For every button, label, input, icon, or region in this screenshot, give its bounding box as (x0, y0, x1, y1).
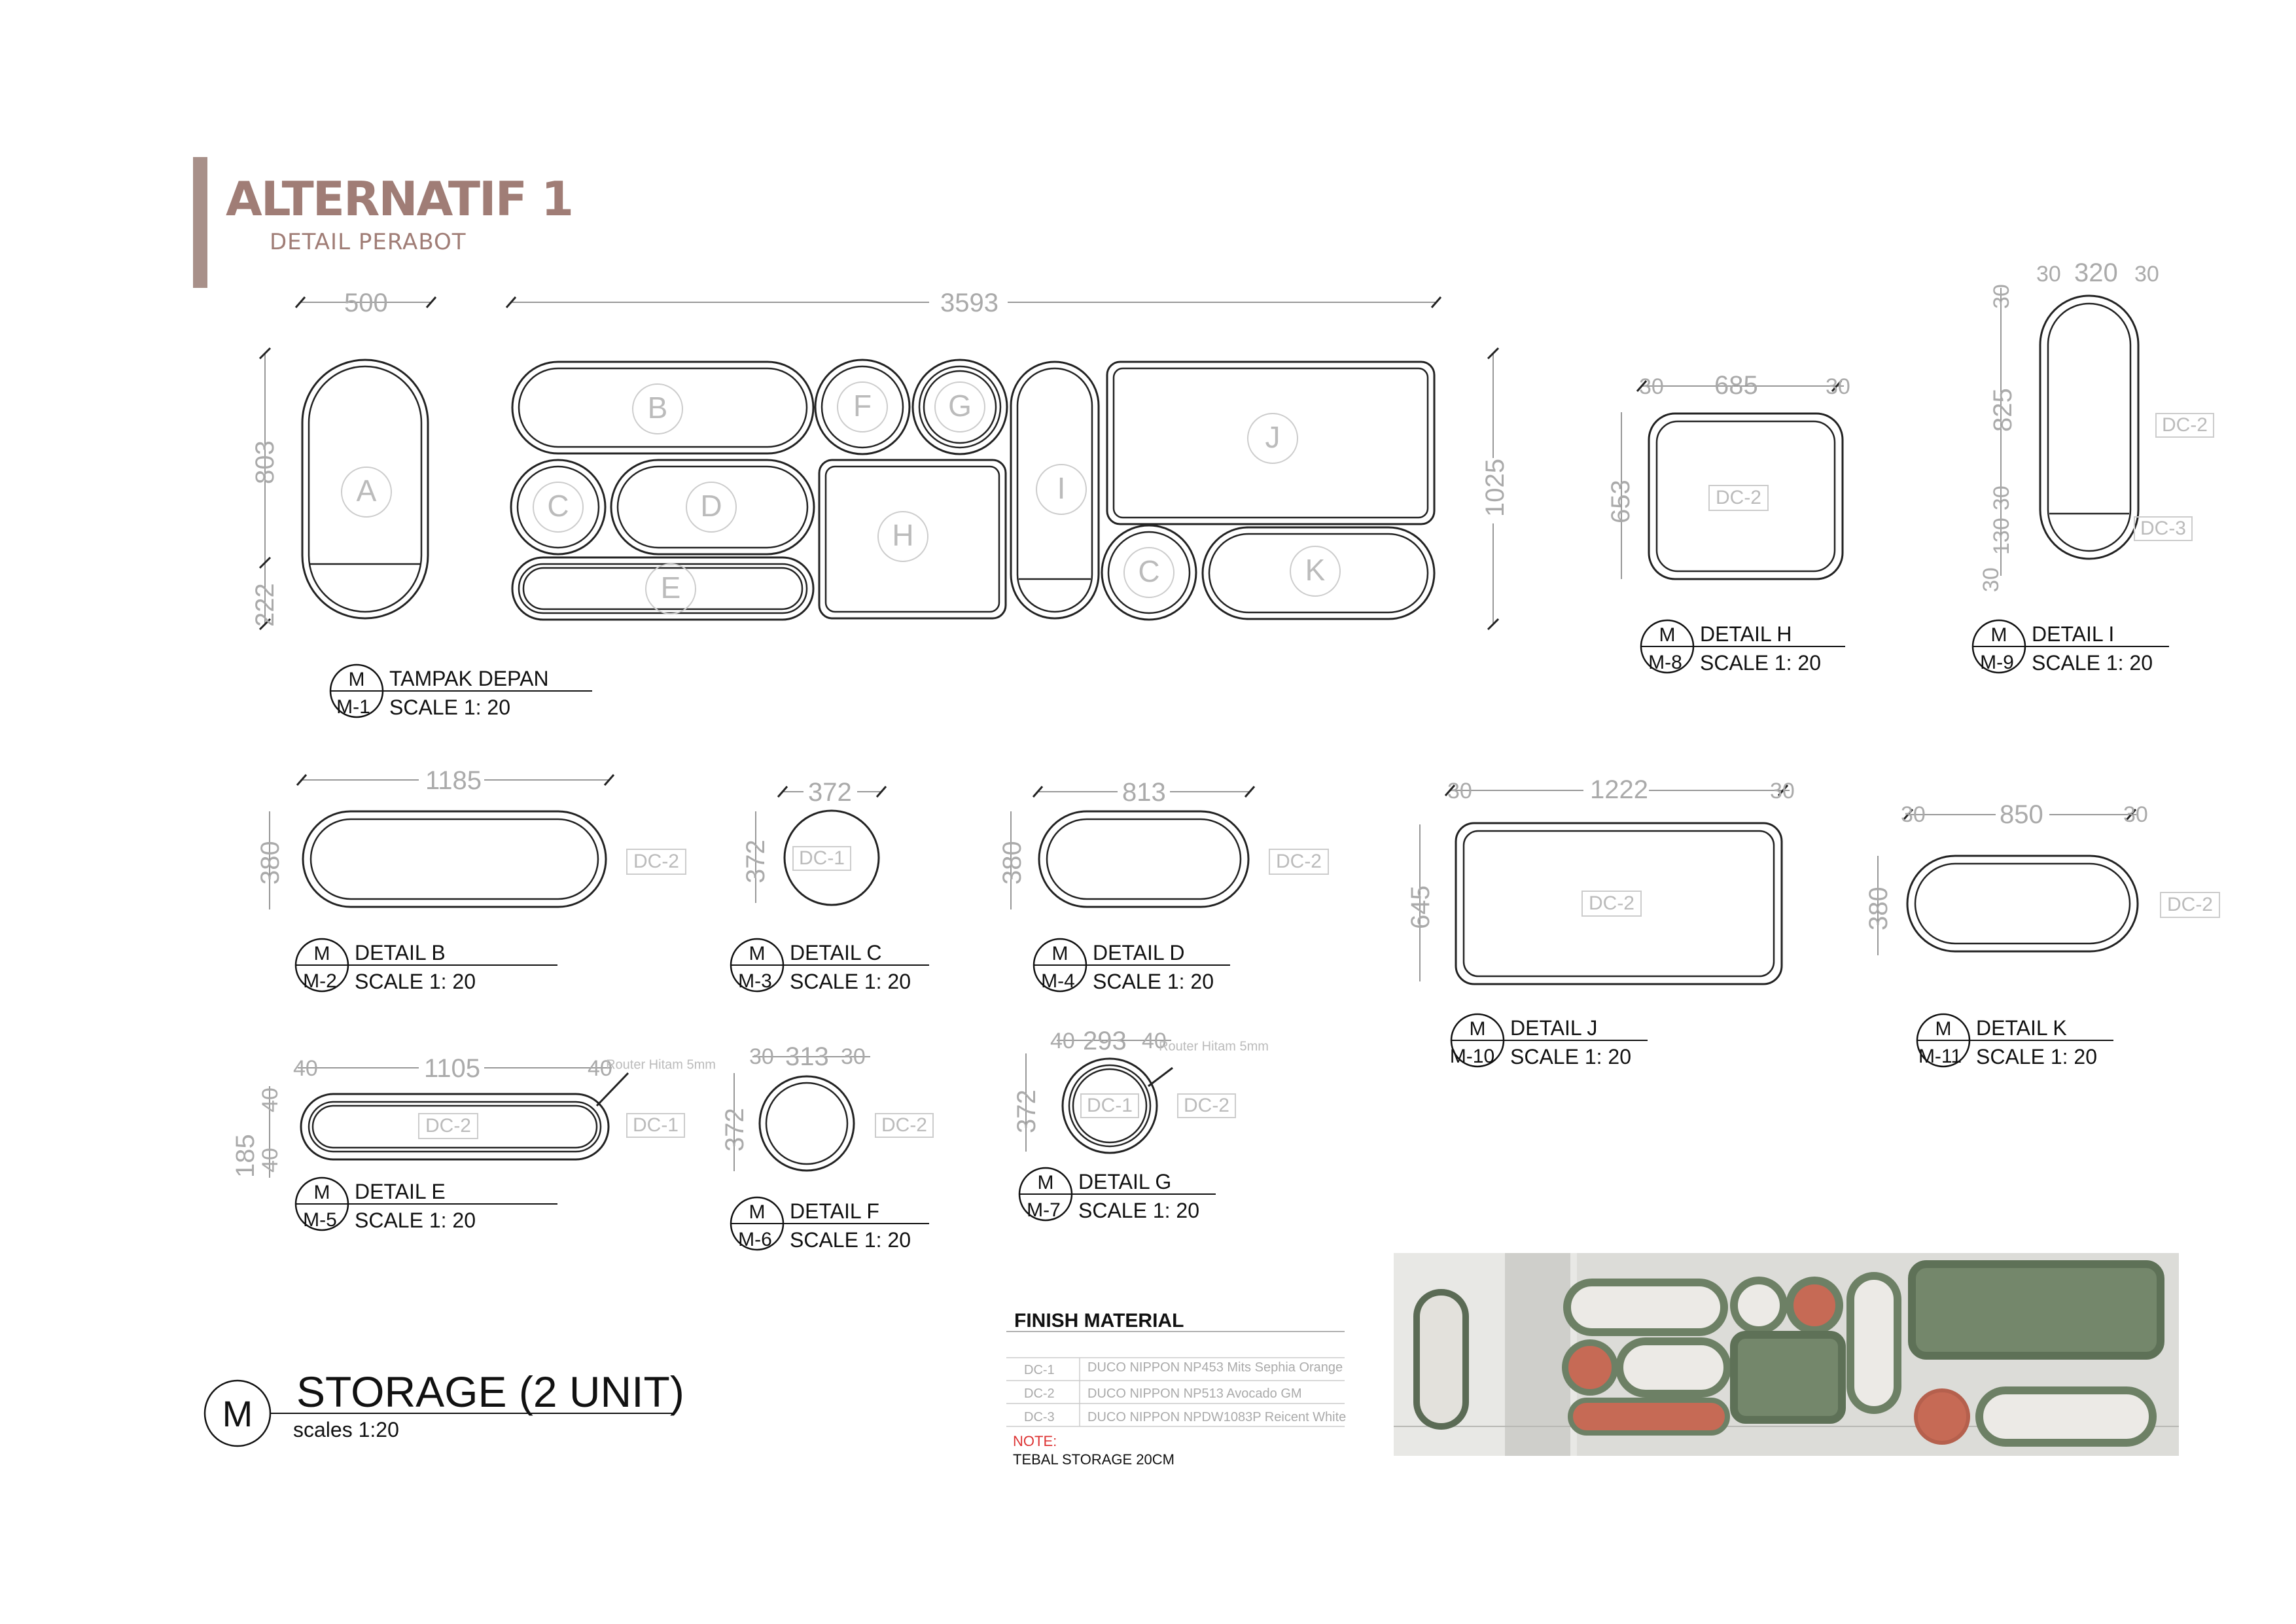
svg-text:30: 30 (1447, 779, 1472, 803)
detail-g (1012, 1027, 1269, 1222)
svg-text:TAMPAK DEPAN: TAMPAK DEPAN (389, 667, 549, 690)
panel-g-label: G (948, 389, 972, 423)
svg-text:313: 313 (785, 1042, 829, 1071)
front-view (251, 283, 1510, 719)
svg-text:380: 380 (998, 841, 1027, 885)
svg-text:M: M (348, 669, 365, 690)
svg-text:M: M (1659, 624, 1676, 646)
svg-text:SCALE 1: 20: SCALE 1: 20 (790, 1228, 911, 1252)
svg-text:DETAIL G: DETAIL G (1078, 1170, 1172, 1193)
svg-text:DC-2: DC-2 (1588, 892, 1635, 914)
svg-text:DC-1: DC-1 (632, 1114, 679, 1136)
tag-detail-d (1034, 939, 1230, 993)
svg-text:Router Hitam 5mm: Router Hitam 5mm (606, 1057, 716, 1072)
svg-text:SCALE 1: 20: SCALE 1: 20 (1093, 970, 1214, 993)
svg-text:30: 30 (2036, 262, 2061, 287)
svg-text:653: 653 (1606, 480, 1635, 523)
finish-code-2: DC-2 (1024, 1386, 1055, 1401)
svg-text:40: 40 (588, 1056, 612, 1081)
svg-text:DETAIL K: DETAIL K (1976, 1016, 2067, 1040)
svg-text:SCALE 1: 20: SCALE 1: 20 (1700, 651, 1821, 675)
svg-text:DC-1: DC-1 (798, 847, 845, 869)
dim-height: 1025 (1481, 459, 1510, 517)
svg-text:STORAGE (2 UNIT): STORAGE (2 UNIT) (296, 1368, 684, 1416)
tag-tampak-depan (330, 665, 592, 719)
tag-detail-g (1019, 1168, 1216, 1222)
detail-d (998, 776, 1328, 993)
svg-text:40: 40 (1050, 1029, 1075, 1053)
svg-text:320: 320 (2074, 258, 2118, 287)
finish-code-1: DC-1 (1024, 1363, 1055, 1377)
finish-desc-1: DUCO NIPPON NP453 Mits Sephia Orange (1087, 1360, 1343, 1375)
dim-a-width: 500 (344, 289, 388, 317)
svg-text:M: M (1051, 943, 1069, 964)
svg-text:372: 372 (720, 1108, 749, 1152)
panel-c2-label: C (1138, 554, 1160, 589)
svg-text:DC-2: DC-2 (633, 850, 680, 872)
panel-i-label: I (1057, 471, 1066, 506)
svg-text:DC-2: DC-2 (2161, 414, 2208, 436)
svg-text:825: 825 (1988, 388, 2017, 432)
dim-total-width: 3593 (940, 289, 998, 317)
svg-text:M: M (1469, 1018, 1486, 1040)
svg-text:SCALE 1: 20: SCALE 1: 20 (355, 970, 476, 993)
note-label: NOTE: (1013, 1433, 1057, 1449)
svg-text:DETAIL E: DETAIL E (355, 1180, 446, 1203)
svg-text:813: 813 (1122, 778, 1166, 807)
detail-e (231, 1052, 716, 1232)
panel-a-label: A (356, 474, 377, 508)
svg-text:SCALE 1: 20: SCALE 1: 20 (2032, 651, 2153, 675)
svg-text:M-4: M-4 (1041, 970, 1075, 992)
svg-text:DC-2: DC-2 (1275, 850, 1322, 872)
tag-detail-h (1641, 620, 1845, 675)
svg-text:30: 30 (2123, 802, 2148, 827)
svg-text:372: 372 (808, 778, 852, 807)
svg-text:M-7: M-7 (1027, 1199, 1061, 1221)
svg-text:DETAIL C: DETAIL C (790, 941, 882, 964)
svg-text:130: 130 (1989, 518, 2014, 555)
sheet-title: ALTERNATIF 1 (226, 171, 573, 226)
dim-a-bottom: 222 (251, 583, 279, 627)
svg-text:DC-1: DC-1 (1086, 1094, 1133, 1116)
svg-text:40: 40 (258, 1087, 283, 1112)
svg-text:30: 30 (749, 1044, 774, 1069)
svg-text:380: 380 (1864, 887, 1893, 930)
detail-j (1406, 775, 1795, 1068)
svg-text:1185: 1185 (425, 766, 482, 795)
svg-text:M: M (1037, 1172, 1054, 1193)
svg-text:scales 1:20: scales 1:20 (293, 1418, 399, 1441)
svg-text:30: 30 (1979, 567, 2004, 592)
panel-h-label: H (892, 518, 914, 553)
svg-text:DC-3: DC-3 (2140, 517, 2187, 539)
svg-text:DC-2: DC-2 (881, 1114, 928, 1136)
svg-text:293: 293 (1083, 1027, 1127, 1055)
dim-a-height: 803 (251, 440, 279, 484)
svg-text:M: M (1990, 624, 2007, 646)
svg-text:850: 850 (2000, 800, 2043, 829)
svg-text:1105: 1105 (424, 1054, 481, 1083)
svg-text:40: 40 (1142, 1029, 1167, 1053)
svg-text:M: M (313, 943, 330, 964)
svg-text:M-6: M-6 (738, 1229, 772, 1250)
svg-text:SCALE 1: 20: SCALE 1: 20 (1976, 1045, 2097, 1068)
panel-f-label: F (853, 389, 872, 423)
render-preview (1394, 1253, 2179, 1456)
svg-text:372: 372 (1012, 1089, 1041, 1133)
svg-text:DC-2: DC-2 (425, 1114, 472, 1137)
panel-d-label: D (700, 489, 722, 523)
detail-f (720, 1042, 933, 1252)
tag-detail-k (1917, 1014, 2113, 1068)
svg-text:30: 30 (2134, 262, 2159, 287)
svg-text:M-3: M-3 (738, 970, 772, 992)
finish-code-3: DC-3 (1024, 1410, 1055, 1424)
svg-text:645: 645 (1406, 885, 1435, 929)
detail-c (731, 776, 929, 993)
svg-text:40: 40 (293, 1056, 318, 1081)
svg-text:30: 30 (1901, 802, 1926, 827)
svg-text:M-11: M-11 (1918, 1046, 1962, 1067)
svg-text:DETAIL H: DETAIL H (1700, 622, 1792, 646)
svg-text:30: 30 (1639, 374, 1664, 399)
svg-text:Router Hitam 5mm: Router Hitam 5mm (1159, 1039, 1269, 1054)
tag-detail-e (296, 1178, 557, 1232)
svg-text:SCALE 1: 20: SCALE 1: 20 (355, 1209, 476, 1232)
svg-text:380: 380 (256, 841, 285, 885)
svg-text:SCALE 1: 20: SCALE 1: 20 (389, 696, 510, 719)
svg-text:DETAIL D: DETAIL D (1093, 941, 1185, 964)
svg-text:M: M (1935, 1018, 1952, 1040)
tag-detail-b (296, 939, 557, 993)
svg-text:SCALE 1: 20: SCALE 1: 20 (790, 970, 911, 993)
svg-text:DETAIL B: DETAIL B (355, 941, 446, 964)
svg-text:DC-2: DC-2 (1183, 1094, 1230, 1116)
svg-text:M-9: M-9 (1980, 652, 2014, 673)
svg-text:M: M (749, 943, 766, 964)
svg-text:M: M (313, 1182, 330, 1203)
detail-k (1864, 800, 2219, 1068)
svg-text:SCALE 1: 20: SCALE 1: 20 (1078, 1199, 1199, 1222)
tag-detail-i (1973, 620, 2169, 675)
finish-desc-3: DUCO NIPPON NPDW1083P Reicent White (1087, 1410, 1347, 1424)
panel-e-label: E (660, 571, 681, 605)
svg-text:372: 372 (741, 839, 770, 883)
svg-text:M: M (749, 1201, 766, 1223)
svg-text:M-5: M-5 (303, 1209, 337, 1231)
svg-text:40: 40 (258, 1148, 283, 1173)
svg-text:DETAIL J: DETAIL J (1510, 1016, 1598, 1040)
svg-text:DETAIL I: DETAIL I (2032, 622, 2115, 646)
tag-detail-j (1450, 1014, 1648, 1068)
svg-text:685: 685 (1714, 371, 1758, 400)
svg-text:DC-2: DC-2 (1715, 486, 1762, 508)
storage-tag (205, 1368, 684, 1446)
svg-text:M-2: M-2 (303, 970, 337, 992)
note-text: TEBAL STORAGE 20CM (1013, 1451, 1174, 1468)
detail-b (256, 764, 686, 993)
finish-material-table (1006, 1310, 1346, 1468)
tag-detail-c (731, 939, 929, 993)
svg-text:M-10: M-10 (1449, 1046, 1495, 1067)
svg-text:30: 30 (1989, 485, 2014, 510)
svg-text:M: M (222, 1393, 253, 1434)
detail-h (1606, 371, 1850, 675)
svg-text:30: 30 (1826, 374, 1850, 399)
svg-text:30: 30 (1989, 284, 2014, 309)
svg-text:185: 185 (231, 1134, 260, 1178)
svg-text:1222: 1222 (1590, 775, 1648, 804)
panel-c-label: C (547, 489, 569, 523)
panel-k-label: K (1305, 553, 1326, 588)
panel-b-label: B (647, 391, 668, 425)
finish-desc-2: DUCO NIPPON NP513 Avocado GM (1087, 1386, 1302, 1401)
tag-detail-f (731, 1197, 929, 1252)
svg-text:M-8: M-8 (1648, 652, 1682, 673)
svg-text:M-1: M-1 (336, 696, 370, 718)
detail-i (1973, 258, 2214, 675)
svg-text:FINISH MATERIAL: FINISH MATERIAL (1014, 1310, 1184, 1332)
svg-text:DC-2: DC-2 (2166, 893, 2214, 915)
svg-text:30: 30 (1770, 779, 1795, 803)
svg-text:SCALE 1: 20: SCALE 1: 20 (1510, 1045, 1631, 1068)
sheet-subtitle: DETAIL PERABOT (270, 229, 467, 255)
svg-text:DETAIL F: DETAIL F (790, 1199, 879, 1223)
panel-j-label: J (1265, 420, 1280, 455)
svg-text:30: 30 (841, 1044, 866, 1069)
